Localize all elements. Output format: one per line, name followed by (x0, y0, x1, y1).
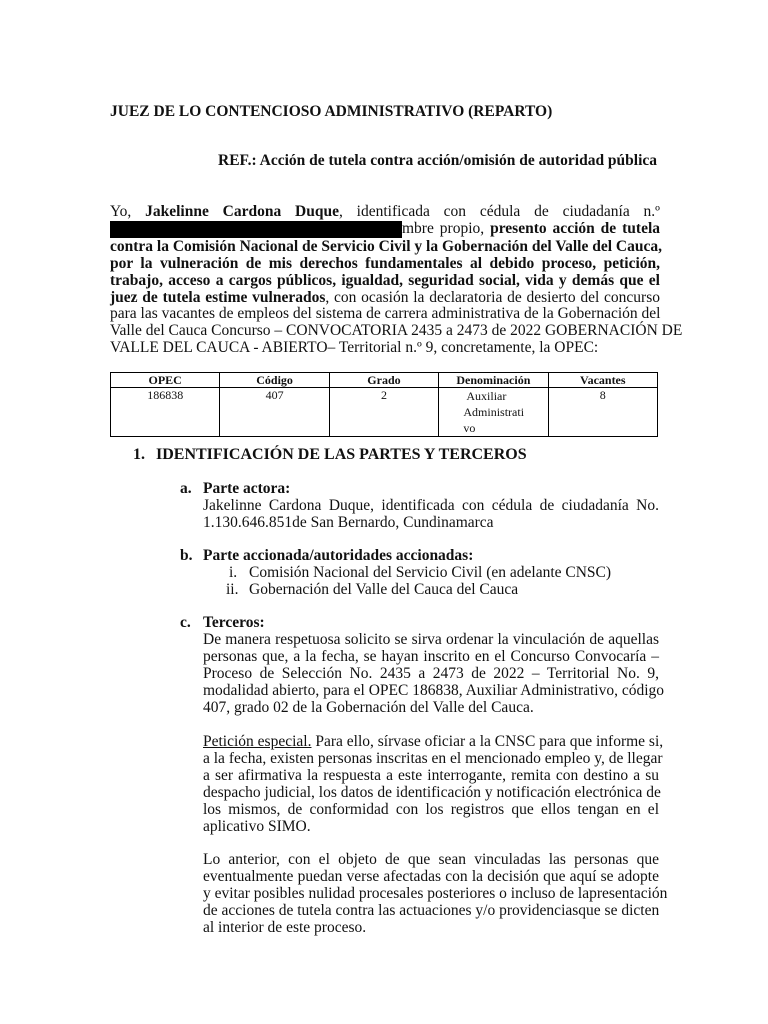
special-petition-line: aplicativo SIMO. (203, 818, 311, 835)
table-cell: 2 (329, 388, 438, 437)
intro-line-4: por la vulneración de mis derechos fundamentales al debido proceso, petición, (110, 255, 660, 272)
part-a-line-2: 1.130.646.851de San Bernardo, Cundinamarca (203, 514, 494, 531)
conclusion-line: Lo anterior, con el objeto de que sean vinculadas las personas que (203, 851, 659, 868)
intro-line-2: mbre propio, presento acción de tutela (402, 220, 660, 237)
special-petition-label: Petición especial. (203, 733, 312, 750)
intro-line-6: juez de tutela estime vulnerados, con ocasión la declaratoria de desierto del concurso (110, 289, 660, 306)
table-cell (439, 388, 548, 437)
list-marker: c. (180, 614, 191, 631)
conclusion-line: eventualmente puedan verse afectadas con la decisión que aquí se adopte (203, 868, 659, 885)
addressee-heading: JUEZ DE LO CONTENCIOSO ADMINISTRATIVO (REPARTO) (110, 103, 553, 120)
part-a-title: Parte actora: (203, 480, 291, 497)
list-item: Comisión Nacional del Servicio Civil (en adelante CNSC) (249, 564, 612, 581)
table-cell: 186838 (111, 388, 220, 437)
table-header-row (111, 373, 658, 388)
table-header-cell: Denominación (439, 373, 548, 388)
terceros-line: modalidad abierto, para el OPEC 186838, Auxiliar Administrativo, código (203, 682, 665, 699)
list-marker: b. (180, 547, 193, 564)
special-petition-line: Petición especial. Para ello, sírvase oficiar a la CNSC para que informe si, (203, 733, 664, 750)
conclusion-line: al interior de este proceso. (203, 919, 367, 936)
redaction-bar (110, 221, 402, 238)
petitioner-name: Jakelinne Cardona Duque (145, 203, 339, 220)
list-item: Gobernación del Valle del Cauca del Cauca (249, 581, 519, 598)
conclusion-line: y evitar posibles nulidad procesales posteriores o incluso de lapresentación (203, 885, 668, 902)
section-title: IDENTIFICACIÓN DE LAS PARTES Y TERCEROS (156, 446, 527, 463)
special-petition-line: a ser afirmativa la respuesta a este interrogante, remita con destino a su (203, 767, 659, 784)
part-c-title: Terceros: (203, 614, 265, 631)
table-header-cell: Código (220, 373, 329, 388)
table-header-cell: Grado (329, 373, 438, 388)
opec-table (110, 372, 658, 437)
denomination-text: Auxiliar Administrati vo (463, 389, 525, 435)
terceros-line: Proceso de Selección No. 2435 a 2473 de 2022 – Territorial No. 9, (203, 665, 659, 682)
intro-line-1: Yo, Jakelinne Cardona Duque, identificada con cédula de ciudadanía n.º (110, 203, 660, 220)
table-row (111, 388, 658, 437)
section-number: 1. (133, 446, 145, 463)
reference-line: REF.: Acción de tutela contra acción/omisión de autoridad pública (218, 152, 658, 169)
intro-line-8: Valle del Cauca Concurso – CONVOCATORIA 2435 a 2473 de 2022 GOBERNACIÓN DE (110, 322, 683, 339)
part-b-title: Parte accionada/autoridades accionadas: (203, 547, 474, 564)
terceros-line: personas que, a la fecha, se hayan inscrito en el Concurso Convocaría – (203, 648, 659, 665)
intro-line-5: trabajo, acceso a cargos públicos, igualdad, seguridad social, vida y demás que el (110, 272, 660, 289)
intro-line-3: contra la Comisión Nacional de Servicio Civil y la Gobernación del Valle del Cauca, (110, 238, 662, 255)
list-marker: a. (180, 480, 192, 497)
intro-line-9: VALLE DEL CAUCA - ABIERTO– Territorial n.º 9, concretamente, la OPEC: (110, 339, 599, 356)
terceros-line: 407, grado 02 de la Gobernación del Valle del Cauca. (203, 699, 534, 716)
list-marker: i. (229, 564, 238, 581)
special-petition-line: los mismos, de conformidad con los registros que ellos tengan en el (203, 801, 659, 818)
terceros-line: De manera respetuosa solicito se sirva ordenar la vinculación de aquellas (203, 631, 659, 648)
part-a-line-1: Jakelinne Cardona Duque, identificada con cédula de ciudadanía No. (203, 497, 659, 514)
table-cell: 407 (220, 388, 329, 437)
special-petition-line: a la fecha, existen personas inscritas en el mencionado empleo y, de llegar (203, 750, 663, 767)
table-header-cell: OPEC (111, 373, 220, 388)
table-header-cell: Vacantes (548, 373, 657, 388)
special-petition-line: despacho judicial, los datos de identificación y notificación electrónica de (203, 784, 661, 801)
intro-line-7: para las vacantes de empleos del sistema de carrera administrativa de la Gobernación del (110, 305, 661, 322)
list-marker: ii. (226, 581, 239, 598)
conclusion-line: de acciones de tutela contra las actuaciones y/o providenciasque se dicten (203, 902, 660, 919)
table-cell: 8 (548, 388, 657, 437)
